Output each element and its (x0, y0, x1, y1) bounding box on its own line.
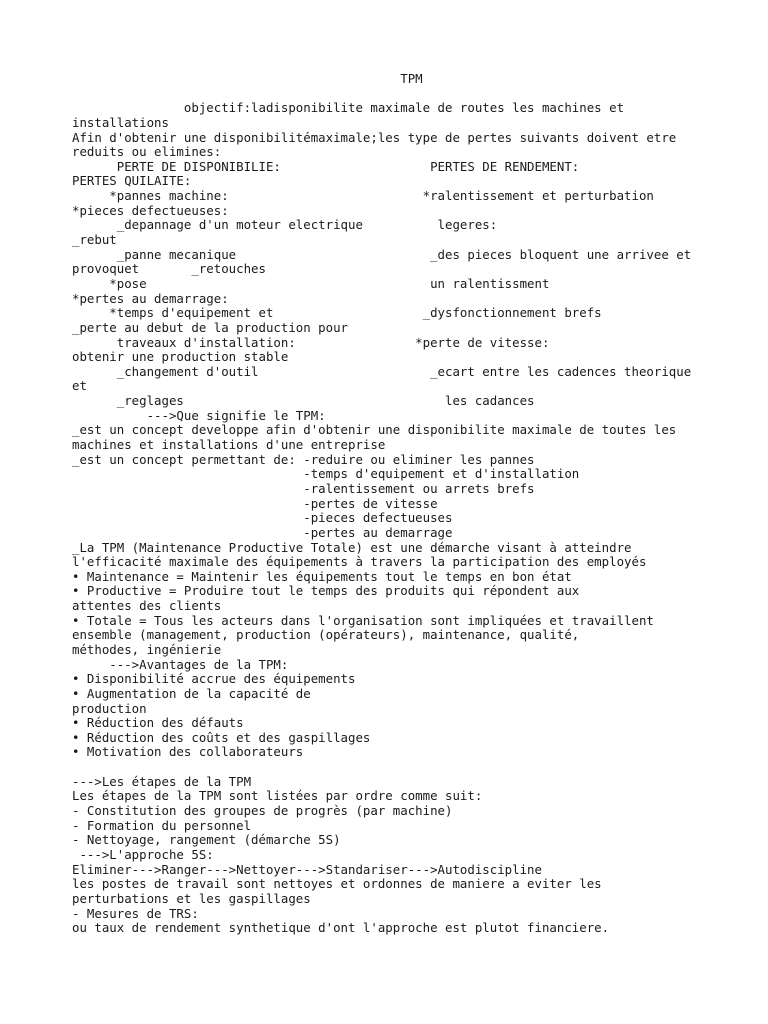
text-line: _reglages les cadances (72, 393, 535, 409)
text-line: _panne mecanique _des pieces bloquent une arrivee et (72, 246, 692, 262)
text-line: traveaux d'installation: *perte de vitesse: (72, 334, 550, 350)
text-line: Afin d'obtenir une disponibilitémaximale;les type de pertes suivants doivent etre (72, 129, 677, 145)
text-line: attentes des clients (72, 598, 222, 614)
text-line: -pieces defectueuses (72, 510, 453, 526)
text-line: -pertes au demarrage (72, 524, 453, 540)
text-line: _rebut (72, 232, 117, 248)
text-line: • Maintenance = Maintenir les équipements tout le temps en bon état (72, 568, 572, 584)
text-line: *temps d'equipement et _dysfonctionnement brefs (72, 305, 602, 321)
text-line: méthodes, ingénierie (72, 641, 222, 657)
text-line: --->Avantages de la TPM: (72, 656, 289, 672)
text-line: et (72, 378, 87, 394)
text-line: - Nettoyage, rangement (démarche 5S) (72, 832, 341, 848)
text-line: _est un concept permettant de: -reduire ou eliminer les pannes (72, 451, 535, 467)
text-line: reduits ou elimines: (72, 144, 222, 160)
text-line: • Réduction des défauts (72, 715, 244, 731)
text-line: -temps d'equipement et d'installation (72, 466, 580, 482)
text-line: • Productive = Produire tout le temps des produits qui répondent aux (72, 583, 580, 599)
text-line (72, 760, 692, 775)
text-line: Eliminer--->Ranger--->Nettoyer--->Standariser--->Autodiscipline (72, 861, 542, 877)
text-line: • Disponibilité accrue des équipements (72, 671, 356, 687)
text-line: PERTES QUILAITE: (72, 173, 192, 189)
text-line: --->L'approche 5S: (72, 846, 214, 862)
text-line (72, 87, 692, 102)
document-body (72, 72, 692, 936)
text-line: _changement d'outil _ecart entre les cadences theorique (72, 363, 692, 379)
text-line: obtenir une production stable (72, 349, 289, 365)
text-line: • Totale = Tous les acteurs dans l'organisation sont impliquées et travaillent (72, 612, 654, 628)
text-line: *pannes machine: *ralentissement et perturbation (72, 188, 654, 204)
text-line: Les étapes de la TPM sont listées par ordre comme suit: (72, 788, 483, 804)
text-line: PERTE DE DISPONIBILIE: PERTES DE RENDEMENT: (72, 158, 580, 174)
text-line: l'efficacité maximale des équipements à travers la participation des employés (72, 554, 647, 570)
text-line: -ralentissement ou arrets brefs (72, 480, 535, 496)
text-line: objectif:ladisponibilite maximale de routes les machines et (72, 100, 625, 116)
text-line: TPM (72, 71, 423, 86)
text-line: - Mesures de TRS: (72, 905, 199, 921)
text-line: --->Les étapes de la TPM (72, 773, 252, 789)
text-line: perturbations et les gaspillages (72, 890, 311, 906)
text-line: *pose un ralentissment (72, 275, 550, 291)
text-line: -pertes de vitesse (72, 495, 438, 511)
text-line: *pertes au demarrage: (72, 290, 229, 306)
text-line: _depannage d'un moteur electrique legeres: (72, 217, 498, 233)
text-line: ensemble (management, production (opérateurs), maintenance, qualité, (72, 627, 580, 643)
text-line: - Constitution des groupes de progrès (par machine) (72, 803, 453, 819)
text-line: machines et installations d'une entreprise (72, 437, 386, 453)
text-line: *pieces defectueuses: (72, 202, 229, 218)
text-line: • Augmentation de la capacité de (72, 685, 311, 701)
text-line: • Motivation des collaborateurs (72, 744, 304, 760)
text-line: - Formation du personnel (72, 817, 252, 833)
text-line: --->Que signifie le TPM: (72, 407, 326, 423)
text-line: installations (72, 114, 169, 130)
text-line: _perte au debut de la production pour (72, 319, 349, 335)
text-line: production (72, 700, 147, 716)
text-line: les postes de travail sont nettoyes et ordonnes de maniere a eviter les (72, 876, 602, 892)
text-line: provoquet _retouches (72, 261, 266, 277)
text-line: _La TPM (Maintenance Productive Totale) est une démarche visant à atteindre (72, 539, 632, 555)
text-line: • Réduction des coûts et des gaspillages (72, 729, 371, 745)
text-line: ou taux de rendement synthetique d'ont l'approche est plutot financiere. (72, 920, 610, 936)
text-line: _est un concept developpe afin d'obtenir une disponibilite maximale de toutes les (72, 422, 677, 438)
